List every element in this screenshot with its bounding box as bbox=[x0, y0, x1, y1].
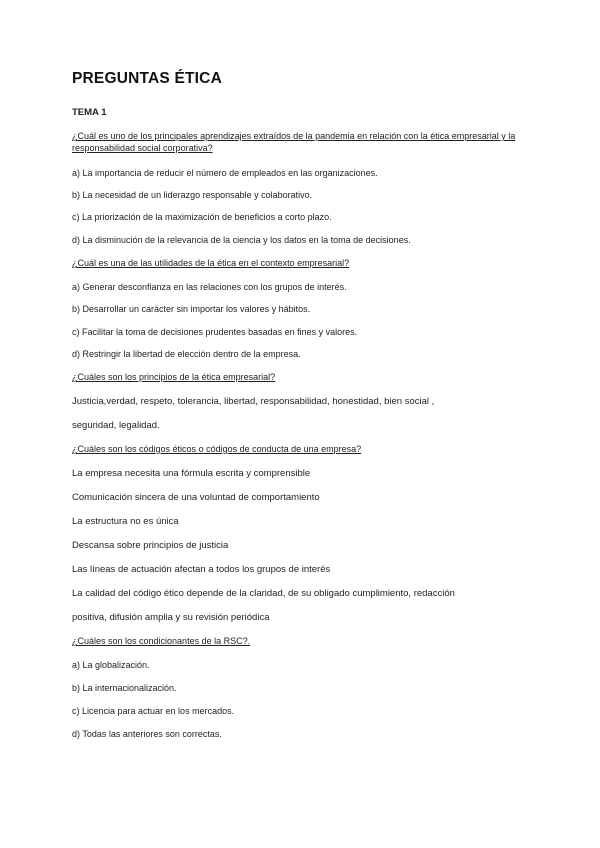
question-2-option-a: a) Generar desconfianza en las relaciones con los grupos de interés. bbox=[72, 282, 347, 292]
page-title: PREGUNTAS ÉTICA bbox=[72, 70, 222, 87]
question-1-option-b: b) La necesidad de un liderazgo responsable y colaborativo. bbox=[72, 190, 313, 200]
question-2-option-c: c) Facilitar la toma de decisiones prudentes basadas en fines y valores. bbox=[72, 327, 358, 337]
question-1-option-c: c) La priorización de la maximización de beneficios a corto plazo. bbox=[72, 212, 332, 222]
section-heading: TEMA 1 bbox=[72, 107, 107, 118]
question-4-answer-2: Comunicación sincera de una voluntad de comportamiento bbox=[72, 492, 320, 503]
question-3-answer-line-2: seguridad, legalidad. bbox=[72, 420, 160, 431]
question-2: ¿Cuál es una de las utilidades de la ética en el contexto empresarial? bbox=[72, 258, 350, 268]
question-4-answer-1: La empresa necesita una fórmula escrita y comprensible bbox=[72, 468, 311, 479]
question-4-answer-4: Descansa sobre principios de justicia bbox=[72, 540, 229, 551]
question-5-option-c: c) Licencia para actuar en los mercados. bbox=[72, 706, 235, 716]
question-1-line-2: responsabilidad social corporativa? bbox=[72, 143, 213, 153]
question-1-option-d: d) La disminución de la relevancia de la ciencia y los datos en la toma de decisiones. bbox=[72, 235, 411, 245]
question-5-option-b: b) La internacionalización. bbox=[72, 683, 177, 693]
question-3-answer-line-1: Justicia,verdad, respeto, tolerancia, libertad, responsabilidad, honestidad, bien social , bbox=[72, 396, 435, 407]
question-1-option-a: a) La importancia de reducir el número de empleados en las organizaciones. bbox=[72, 168, 378, 178]
question-4-answer-6: La calidad del código ético depende de la claridad, de su obligado cumplimiento, redacción bbox=[72, 588, 455, 599]
question-4-answer-7: positiva, difusión amplia y su revisión periódica bbox=[72, 612, 270, 623]
question-5-option-a: a) La globalización. bbox=[72, 660, 150, 670]
question-4: ¿Cuáles son los códigos éticos o códigos de conducta de una empresa? bbox=[72, 444, 362, 454]
question-5-option-d: d) Todas las anteriores son correctas. bbox=[72, 729, 222, 739]
question-4-answer-5: Las líneas de actuación afectan a todos los grupos de interés bbox=[72, 564, 331, 575]
question-3: ¿Cuáles son los principios de la ética empresarial? bbox=[72, 372, 276, 382]
question-1-line-1: ¿Cuál es uno de los principales aprendizajes extraídos de la pandemia en relación con la ética empresarial y la bbox=[72, 131, 516, 141]
question-4-answer-3: La estructura no es única bbox=[72, 516, 179, 527]
question-5: ¿Cuáles son los condicionantes de la RSC?. bbox=[72, 636, 251, 646]
question-2-option-d: d) Restringir la libertad de elección dentro de la empresa. bbox=[72, 349, 301, 359]
question-2-option-b: b) Desarrollar un carácter sin importar los valores y hábitos. bbox=[72, 304, 311, 314]
